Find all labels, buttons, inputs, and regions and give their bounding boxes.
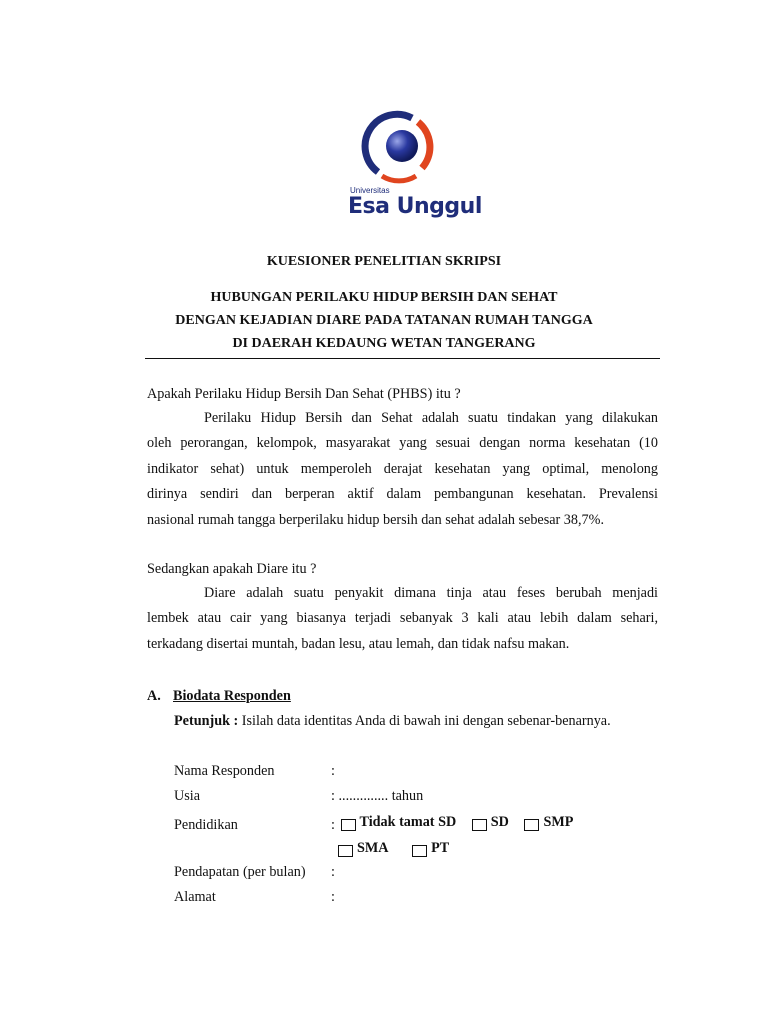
document-heading: KUESIONER PENELITIAN SKRIPSI <box>266 254 502 269</box>
field-nama-responden[interactable] <box>174 763 335 780</box>
option-smp[interactable]: SMP <box>524 814 573 831</box>
phbs-line: dirinya sendiri dan berperan aktif dalam pembangunan kesehatan. Prevalensi <box>147 486 658 503</box>
field-label: Pendidikan <box>174 816 238 833</box>
checkbox[interactable] <box>472 819 487 831</box>
university-logo <box>340 110 482 225</box>
field-alamat[interactable] <box>174 889 335 906</box>
checkbox[interactable] <box>341 819 356 831</box>
field-pendidikan <box>174 814 585 834</box>
phbs-line: oleh perorangan, kelompok, masyarakat yang sesuai dengan norma kesehatan (10 <box>147 435 658 452</box>
field-label: Usia <box>174 788 201 804</box>
field-label: Nama Responden <box>174 763 275 779</box>
title-line-2: DENGAN KEJADIAN DIARE PADA TATANAN RUMAH TANGGA <box>175 313 593 328</box>
globe-logo-icon <box>360 110 440 190</box>
title-line-1: HUBUNGAN PERILAKU HIDUP BERSIH DAN SEHAT <box>210 290 558 305</box>
diare-line: lembek atau cair yang biasanya terjadi sebanyak 3 kali atau lebih dalam sehari, <box>147 610 658 627</box>
section-letter: A. <box>147 688 161 704</box>
title-line-3: DI DAERAH KEDAUNG WETAN TANGERANG <box>232 336 536 351</box>
option-tidak-tamat-sd[interactable]: Tidak tamat SD <box>341 814 457 831</box>
field-pendapatan[interactable] <box>174 864 335 881</box>
phbs-line: nasional rumah tangga berperilaku hidup bersih dan sehat adalah sebesar 38,7%. <box>147 511 604 528</box>
petunjuk-label: Petunjuk : <box>174 713 239 729</box>
petunjuk-instruction <box>174 713 611 730</box>
section-a-heading <box>147 688 291 705</box>
diare-paragraph <box>147 581 658 657</box>
checkbox[interactable] <box>412 845 427 857</box>
field-usia[interactable] <box>174 788 423 805</box>
pendidikan-row-2 <box>338 840 461 860</box>
phbs-line: indikator sehat) untuk memperoleh derajat kesehatan yang optimal, menolong <box>147 460 658 477</box>
logo-brand-text: Esa Unggul <box>348 194 482 219</box>
option-pt[interactable]: PT <box>412 840 449 857</box>
option-sd[interactable]: SD <box>472 814 509 831</box>
diare-question: Sedangkan apakah Diare itu ? <box>147 561 317 577</box>
diare-line: terkadang disertai muntah, badan lesu, atau lemah, dan tidak nafsu makan. <box>147 635 570 652</box>
field-value: : <box>331 864 335 880</box>
field-value: : .............. tahun <box>331 788 424 804</box>
checkbox[interactable] <box>524 819 539 831</box>
logo-univ-text: Universitas <box>350 186 390 195</box>
phbs-paragraph <box>147 406 658 533</box>
diare-line: Diare adalah suatu penyakit dimana tinja atau feses berubah menjadi <box>204 585 658 601</box>
option-sma[interactable]: SMA <box>338 840 389 857</box>
section-title: Biodata Responden <box>173 688 291 704</box>
petunjuk-text: Isilah data identitas Anda di bawah ini dengan sebenar-benarnya. <box>238 713 611 729</box>
field-label: Alamat <box>174 889 216 905</box>
field-colon: : <box>331 816 335 833</box>
field-label: Pendapatan (per bulan) <box>174 864 306 880</box>
field-value: : <box>331 763 335 779</box>
phbs-question: Apakah Perilaku Hidup Bersih Dan Sehat (PHBS) itu ? <box>147 386 461 402</box>
checkbox[interactable] <box>338 845 353 857</box>
field-value: : <box>331 889 335 905</box>
title-divider <box>145 358 660 359</box>
phbs-line: Perilaku Hidup Bersih dan Sehat adalah suatu tindakan yang dilakukan <box>204 410 658 426</box>
